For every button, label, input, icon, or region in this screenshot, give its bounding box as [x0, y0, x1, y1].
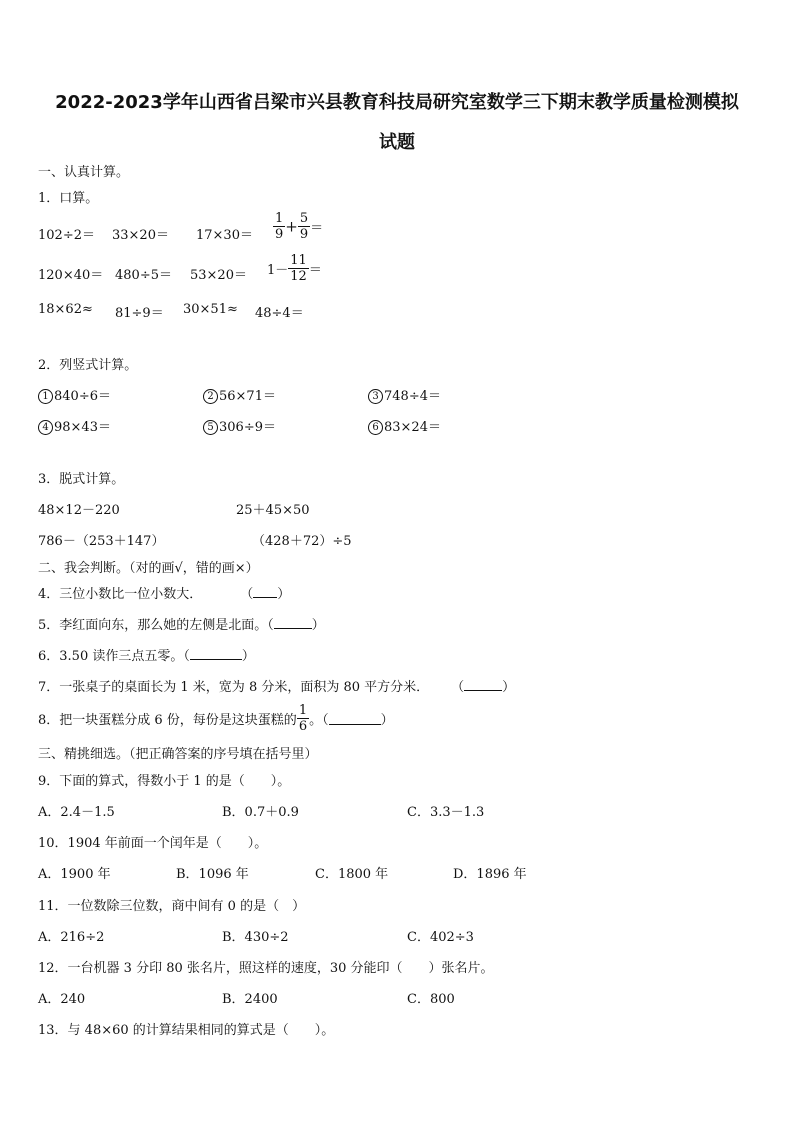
option-c[interactable]: C．3.3－1.3 [407, 805, 485, 820]
vertical-calc-item: 1 840÷6＝ [38, 385, 111, 404]
judge-question-7: 7．一张桌子的桌面长为 1 米，宽为 8 分米，面积为 80 平方分米． （ ） [38, 680, 516, 695]
choice-question-11: 11．一位数除三位数，商中间有 0 的是（ ） [38, 899, 306, 914]
option-c[interactable]: C．402÷3 [407, 930, 474, 945]
option-d[interactable]: D．1896 年 [453, 867, 527, 882]
fraction-expression: $\frac{1}{9}$ + $\frac{5}{9}$ ＝ [275, 211, 324, 242]
section-1-heading: 一、认真计算。 [38, 165, 130, 180]
option-b[interactable]: B．2400 [222, 992, 278, 1007]
vertical-calc-item: 3 748÷4＝ [368, 385, 441, 404]
circled-number: 1 [38, 389, 53, 404]
oral-item: 18×62≈ [38, 302, 93, 317]
answer-blank[interactable] [253, 586, 277, 598]
stepwise-calc-item: 48×12－220 [38, 503, 120, 518]
oral-item: 53×20＝ [190, 268, 247, 283]
option-a[interactable]: A．240 [38, 992, 86, 1007]
option-a[interactable]: A．2.4－1.5 [38, 805, 115, 820]
fraction: $\frac{11}{12}$ [290, 253, 307, 284]
oral-item: 33×20＝ [112, 228, 169, 243]
answer-blank[interactable] [329, 713, 381, 725]
question-2-label: 2．列竖式计算。 [38, 358, 138, 373]
page-title: 2022-2023学年山西省吕梁市兴县教育科技局研究室数学三下期末教学质量检测模拟 [55, 92, 739, 113]
option-c[interactable]: C．1800 年 [315, 867, 389, 882]
stepwise-calc-item: 786－（253＋147） [38, 534, 165, 549]
oral-item: 81÷9＝ [115, 306, 164, 321]
oral-item: 17×30＝ [196, 228, 253, 243]
fraction: $\frac{1}{9}$ [275, 211, 284, 242]
vertical-calc-item: 2 56×71＝ [203, 385, 276, 404]
section-3-heading: 三、精挑细选。（把正确答案的序号填在括号里） [38, 747, 318, 762]
option-c[interactable]: C．800 [407, 992, 455, 1007]
fraction: $\frac{5}{9}$ [299, 211, 309, 242]
option-b[interactable]: B．1096 年 [176, 867, 249, 882]
question-1-label: 1．口算。 [38, 191, 99, 206]
judge-question-6: 6．3.50 读作三点五零。（ ） [38, 649, 255, 664]
vertical-calc-item: 6 83×24＝ [368, 416, 441, 435]
vertical-calc-item: 5 306÷9＝ [203, 416, 276, 435]
option-b[interactable]: B．430÷2 [222, 930, 289, 945]
circled-number: 4 [38, 420, 53, 435]
circled-number: 6 [368, 420, 383, 435]
judge-question-4: 4．三位小数比一位小数大． （ ） [38, 587, 291, 602]
choice-question-13: 13．与 48×60 的计算结果相同的算式是（ ）。 [38, 1023, 335, 1038]
answer-blank[interactable] [464, 679, 502, 691]
oral-item: 120×40＝ [38, 268, 104, 283]
circled-number: 5 [203, 420, 218, 435]
judge-question-8: 8．把一块蛋糕分成 6 份，每份是这块蛋糕的 $\frac{1}{6}$ 。（ ） [38, 703, 394, 734]
circled-number: 3 [368, 389, 383, 404]
oral-item: 480÷5＝ [115, 268, 172, 283]
stepwise-calc-item: （428＋72）÷5 [252, 534, 352, 549]
option-a[interactable]: A．1900 年 [38, 867, 111, 882]
section-2-heading: 二、我会判断。（对的画√，错的画×） [38, 561, 259, 576]
answer-blank[interactable] [274, 617, 312, 629]
option-b[interactable]: B．0.7＋0.9 [222, 805, 299, 820]
choice-question-9: 9．下面的算式，得数小于 1 的是（ ）。 [38, 774, 291, 789]
fraction-expression: 1－ $\frac{11}{12}$ ＝ [267, 253, 322, 284]
choice-question-12: 12．一台机器 3 分印 80 张名片，照这样的速度，30 分能印（ ）张名片。 [38, 961, 494, 976]
fraction: $\frac{1}{6}$ [298, 703, 308, 734]
choice-question-10: 10．1904 年前面一个闰年是（ ）。 [38, 836, 268, 851]
oral-item: 48÷4＝ [255, 306, 304, 321]
stepwise-calc-item: 25＋45×50 [236, 503, 310, 518]
oral-item: 30×51≈ [183, 302, 238, 317]
circled-number: 2 [203, 389, 218, 404]
vertical-calc-item: 4 98×43＝ [38, 416, 111, 435]
option-a[interactable]: A．216÷2 [38, 930, 105, 945]
judge-question-5: 5．李红面向东，那么她的左侧是北面。（ ） [38, 618, 325, 633]
oral-item: 102÷2＝ [38, 228, 95, 243]
answer-blank[interactable] [190, 648, 242, 660]
page-title-continued: 试题 [379, 132, 415, 153]
question-3-label: 3．脱式计算。 [38, 472, 125, 487]
